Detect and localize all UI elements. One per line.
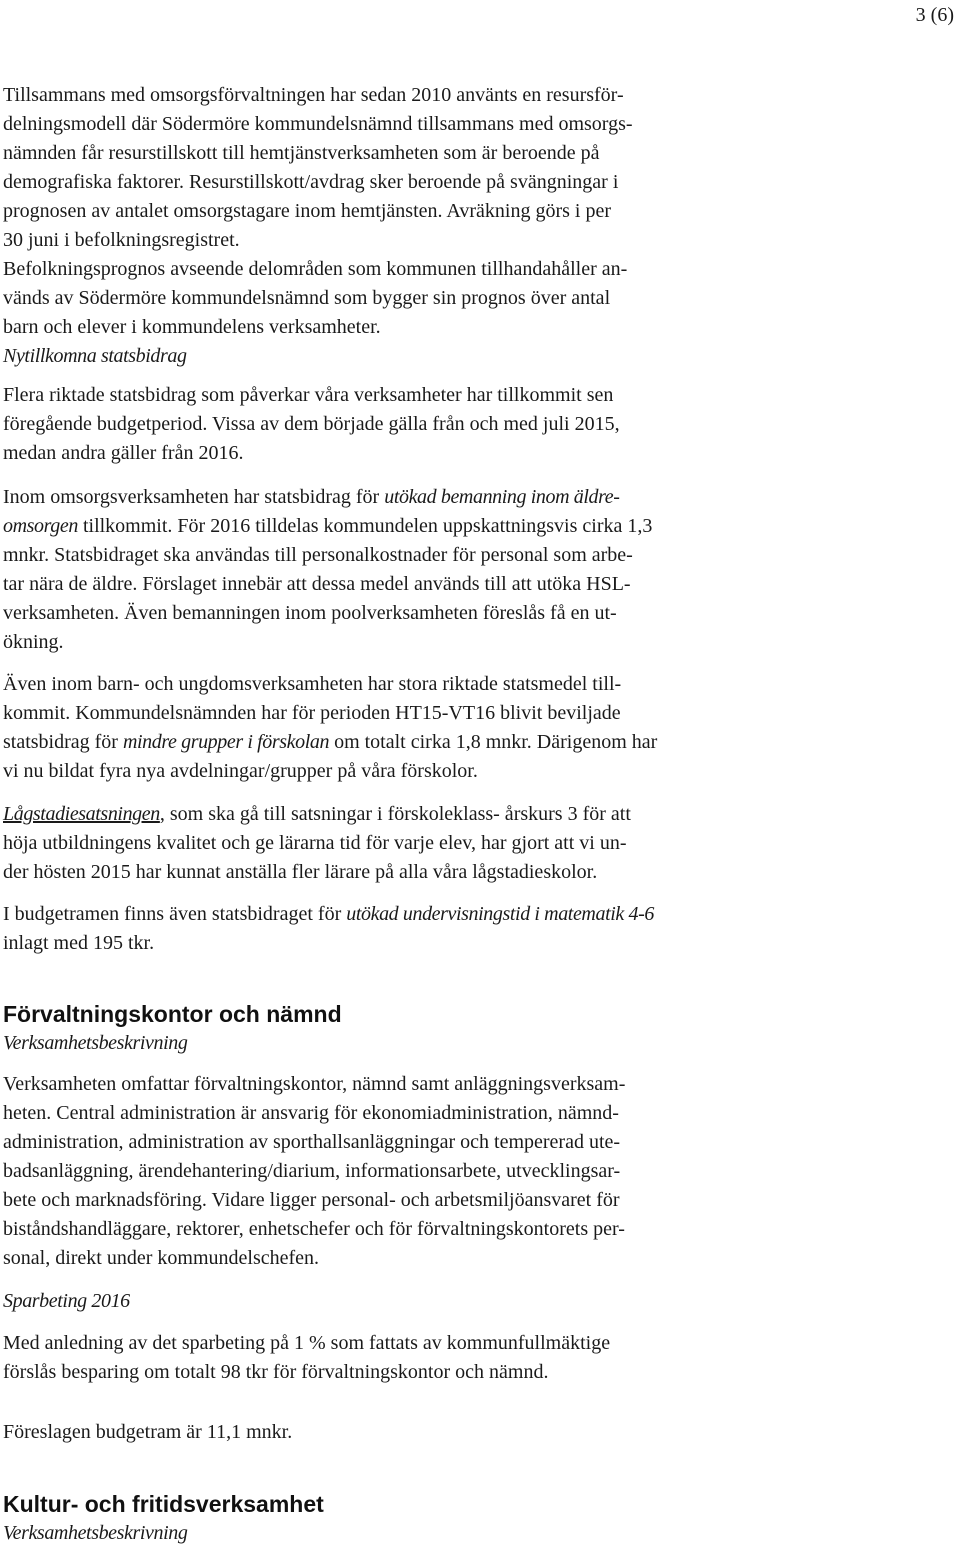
text-line: tar nära de äldre. Förslaget innebär att dessa medel används till att utöka HSL- <box>3 573 631 595</box>
text-line <box>3 512 793 541</box>
document-body <box>3 81 793 1548</box>
text-line: höja utbildningens kvalitet och ge lärarna tid för varje elev, har gjort att vi un- <box>3 832 627 854</box>
page-number: 3 (6) <box>915 4 954 26</box>
paragraph-low-stage-initiative <box>3 800 793 887</box>
paragraph-math-grant <box>3 900 793 958</box>
text-segment: statsbidrag för <box>3 731 123 753</box>
emphasis: utökad undervisningstid i matematik 4-6 <box>346 903 654 925</box>
text-segment: Inom omsorgsverksamheten har statsbidrag för <box>3 486 385 508</box>
section-heading-culture: Kultur- och fritidsverksamhet <box>3 1491 324 1517</box>
text-line: inlagt med 195 tkr. <box>3 932 155 954</box>
text-line: heten. Central administration är ansvarig för ekonomiadministration, nämnd- <box>3 1102 619 1124</box>
text-line: verksamheten. Även bemanningen inom poolverksamheten föreslås få en ut- <box>3 602 617 624</box>
text-line: vänds av Södermöre kommundelsnämnd som bygger sin prognos över antal <box>3 287 611 309</box>
text-line: sonal, direkt under kommundelschefen. <box>3 1247 320 1269</box>
text-line: delningsmodell där Södermöre kommundelsnämnd tillsammans med omsorgs- <box>3 113 633 135</box>
text-line: Verksamheten omfattar förvaltningskontor, nämnd samt anläggningsverksam- <box>3 1073 626 1095</box>
text-line <box>3 800 793 829</box>
emphasis: mindre grupper i förskolan <box>122 731 330 753</box>
text-line: kommit. Kommundelsnämnden har för perioden HT15-VT16 blivit beviljade <box>3 702 621 724</box>
subheading-description: Verksamhetsbeskrivning <box>3 1032 188 1054</box>
text-line: Med anledning av det sparbeting på 1 % som fattats av kommunfullmäktige <box>3 1332 611 1354</box>
text-line: förslås besparing om totalt 98 tkr för förvaltningskontor och nämnd. <box>3 1361 549 1383</box>
text-segment: om totalt cirka 1,8 mnkr. Därigenom har <box>329 731 658 753</box>
text-line: 30 juni i befolkningsregistret. <box>3 229 240 251</box>
text-line: bete och marknadsföring. Vidare ligger personal- och arbetsmiljöansvaret för <box>3 1189 620 1211</box>
text-segment: , som ska gå till satsningar i förskoleklass- årskurs 3 för att <box>159 803 631 825</box>
subheading-savings: Sparbeting 2016 <box>3 1290 130 1312</box>
emphasis: Lågstadiesatsningen <box>3 803 160 825</box>
text-line: badsanläggning, ärendehantering/diarium, informationsarbete, utvecklingsar- <box>3 1160 621 1182</box>
text-line: Tillsammans med omsorgsförvaltningen har sedan 2010 använts en resursför- <box>3 84 624 106</box>
text-line: demografiska faktorer. Resurstillskott/avdrag sker beroende på svängningar i <box>3 171 619 193</box>
paragraph-population-forecast <box>3 255 793 342</box>
text-line: prognosen av antalet omsorgstagare inom hemtjänsten. Avräkning görs i per <box>3 200 612 222</box>
text-line: mnkr. Statsbidraget ska användas till personalkostnader för personal som arbe- <box>3 544 633 566</box>
text-line: Flera riktade statsbidrag som påverkar våra verksamheter har tillkommit sen <box>3 384 614 406</box>
paragraph-administration-description <box>3 1070 793 1273</box>
paragraph-elderly-care-grant <box>3 483 793 657</box>
paragraph-resource-model <box>3 81 793 255</box>
text-segment: I budgetramen finns även statsbidraget för <box>3 903 347 925</box>
text-line <box>3 483 793 512</box>
text-segment: tillkommit. För 2016 tilldelas kommundelen uppskattningsvis cirka 1,3 <box>77 515 653 537</box>
text-line: Även inom barn- och ungdomsverksamheten har stora riktade statsmedel till- <box>3 673 622 695</box>
text-line <box>3 728 793 757</box>
paragraph-targeted-grants <box>3 381 793 468</box>
text-line: biståndshandläggare, rektorer, enhetschefer och för förvaltningskontorets per- <box>3 1218 625 1240</box>
paragraph-youth-grants <box>3 670 793 786</box>
text-line: nämnden får resurstillskott till hemtjänstverksamheten som är beroende på <box>3 142 600 164</box>
text-line: vi nu bildat fyra nya avdelningar/grupper på våra förskolor. <box>3 760 478 782</box>
text-line: Befolkningsprognos avseende delområden som kommunen tillhandahåller an- <box>3 258 628 280</box>
text-line: medan andra gäller från 2016. <box>3 442 244 464</box>
section-heading-administration: Förvaltningskontor och nämnd <box>3 1001 342 1027</box>
emphasis: utökad bemanning inom äldre- <box>384 486 620 508</box>
text-line: barn och elever i kommundelens verksamheter. <box>3 316 381 338</box>
text-line: ökning. <box>3 631 64 653</box>
subheading-new-grants: Nytillkomna statsbidrag <box>3 345 187 367</box>
paragraph-budget-frame: Föreslagen budgetram är 11,1 mnkr. <box>3 1421 293 1443</box>
text-line <box>3 900 793 929</box>
emphasis: omsorgen <box>3 515 78 537</box>
text-line: der hösten 2015 har kunnat anställa fler lärare på alla våra lågstadieskolor. <box>3 861 598 883</box>
subheading-description: Verksamhetsbeskrivning <box>3 1522 188 1544</box>
paragraph-savings <box>3 1329 793 1387</box>
text-line: föregående budgetperiod. Vissa av dem började gälla från och med juli 2015, <box>3 413 620 435</box>
text-line: administration, administration av sporthallsanläggningar och tempererad ute- <box>3 1131 621 1153</box>
